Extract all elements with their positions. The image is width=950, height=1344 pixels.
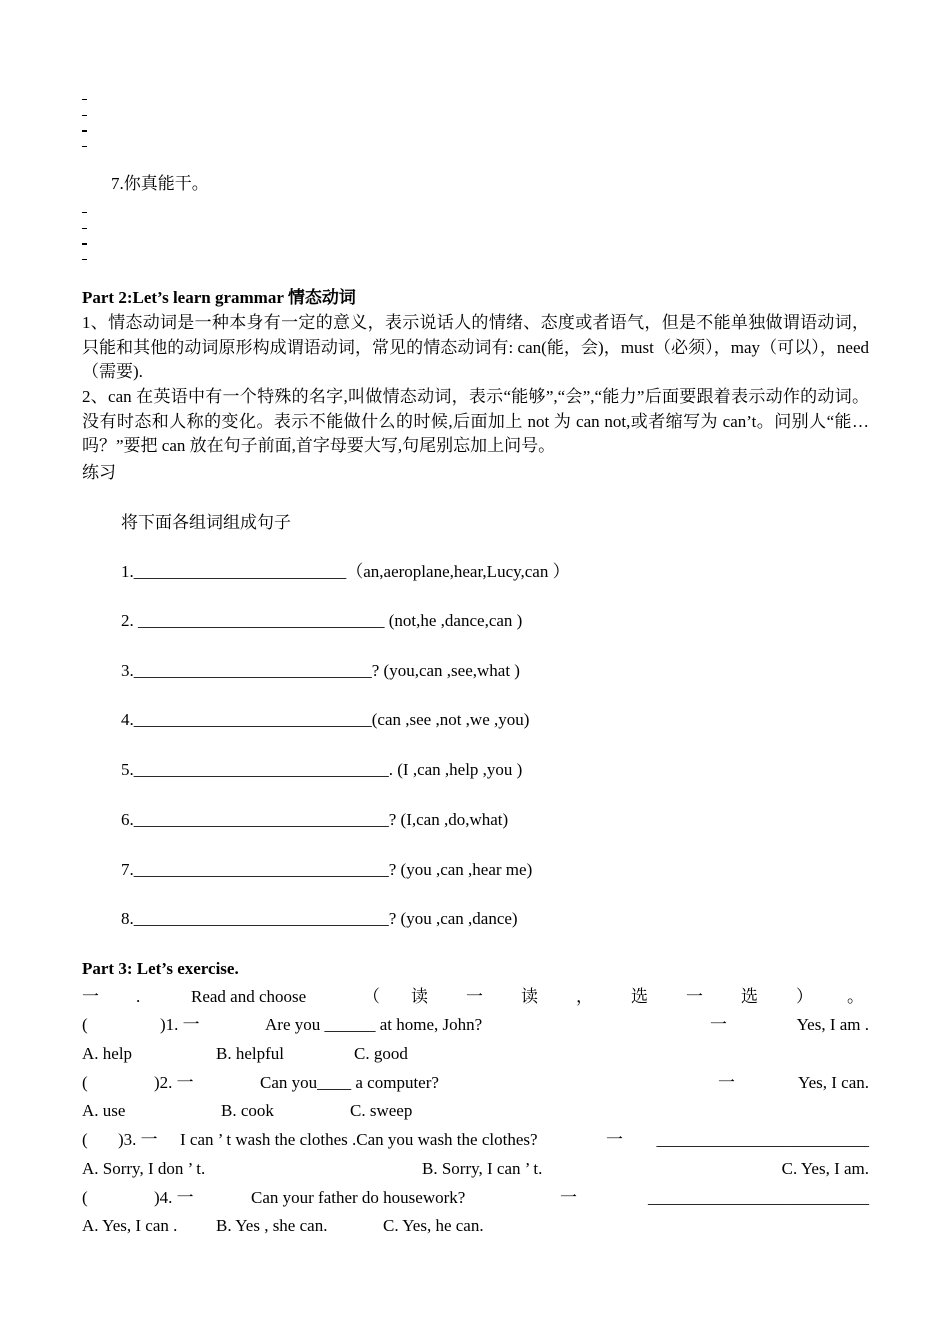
options-row bbox=[82, 1157, 869, 1181]
section-period: 。 bbox=[847, 987, 864, 1006]
option-c: C. good bbox=[354, 1044, 408, 1063]
question-number: )2. 一 bbox=[154, 1073, 194, 1092]
section-char: 选 bbox=[631, 987, 648, 1006]
options-row bbox=[82, 1042, 869, 1066]
practice-instruction: 将下面各组词组成句子 bbox=[121, 513, 291, 532]
question-number: )3. 一 bbox=[118, 1130, 158, 1149]
section-comma: ， bbox=[576, 987, 593, 1006]
part2-heading: Part 2:Let’s learn grammar 情态动词 bbox=[82, 288, 356, 307]
option-b: B. helpful bbox=[216, 1044, 284, 1063]
question-text: Can you____ a computer? bbox=[260, 1073, 439, 1092]
section-title-en: Read and choose bbox=[191, 987, 307, 1006]
sentence-item: 3.____________________________? (you,can ,see,what ) bbox=[121, 661, 520, 680]
sentence-item: 5.______________________________. (I ,can ,help ,you ) bbox=[121, 760, 523, 779]
option-c: C. sweep bbox=[350, 1101, 413, 1120]
answer-dash: 一 bbox=[718, 1073, 735, 1092]
option-a: A. Sorry, I don ’ t. bbox=[82, 1159, 206, 1178]
question-text: I can ’ t wash the clothes .Can you wash the clothes? bbox=[180, 1130, 538, 1149]
bullet-mark bbox=[82, 115, 87, 116]
option-c: C. Yes, he can. bbox=[383, 1216, 484, 1235]
question-row bbox=[82, 1071, 869, 1095]
practice-label: 练习 bbox=[82, 463, 116, 482]
part3-heading: Part 3: Let’s exercise. bbox=[82, 959, 239, 978]
option-b: B. Yes , she can. bbox=[216, 1216, 328, 1235]
bullet-mark bbox=[82, 212, 87, 213]
part2-paragraph-2: 2、can 在英语中有一个特殊的名字,叫做情态动词，表示“能够”,“会”,“能力”后面要跟着表示动作的动词。没有时态和人称的变化。表示不能做什么的时候,后面加上 not 为 can not,或者缩写为 can’t。问别人“能…吗？”要把 can 放在句子前面,首字母要大写,句尾别忘加上问号。 bbox=[82, 387, 869, 455]
section-char: 读 bbox=[521, 987, 538, 1006]
bullet-mark bbox=[82, 243, 87, 245]
option-b: B. Sorry, I can ’ t. bbox=[422, 1159, 543, 1178]
bullet-mark bbox=[82, 228, 87, 229]
answer-dash: 一 bbox=[606, 1130, 623, 1149]
section-dot: . bbox=[136, 987, 141, 1006]
options-row bbox=[82, 1099, 869, 1123]
question-row bbox=[82, 1013, 869, 1037]
part2-paragraph-1: 1、情态动词是一种本身有一定的意义，表示说话人的情绪、态度或者语气，但是不能单独做谓语动词，只能和其他的动词原形构成谓语动词，常见的情态动词有: can(能，会)，must（必须），may（可以），need（需要). bbox=[82, 313, 869, 381]
section-paren-open: （ bbox=[363, 987, 380, 1006]
sentence-item: 6.______________________________? (I,can ,do,what) bbox=[121, 810, 509, 829]
option-a: A. use bbox=[82, 1101, 126, 1120]
sentence-item: 4.____________________________(can ,see ,not ,we ,you) bbox=[121, 710, 530, 729]
option-b: B. cook bbox=[221, 1101, 274, 1120]
option-c: C. Yes, I am. bbox=[781, 1159, 869, 1178]
bullet-mark bbox=[82, 259, 87, 260]
answer-blank: __________________________ bbox=[648, 1188, 869, 1207]
section-char: 选 bbox=[741, 987, 758, 1006]
bullet-mark bbox=[82, 130, 87, 132]
section-char: 一 bbox=[686, 987, 703, 1006]
section-char: 一 bbox=[466, 987, 483, 1006]
question-number: )4. 一 bbox=[154, 1188, 194, 1207]
answer-dash: 一 bbox=[710, 1015, 727, 1034]
question-text: Are you ______ at home, John? bbox=[265, 1015, 483, 1034]
bullet-mark bbox=[82, 146, 87, 147]
answer-text: Yes, I am . bbox=[796, 1015, 869, 1034]
answer-paren: ( bbox=[82, 1188, 88, 1207]
answer-paren: ( bbox=[82, 1015, 88, 1034]
question-number: )1. 一 bbox=[160, 1015, 200, 1034]
section-char: 读 bbox=[411, 987, 428, 1006]
answer-dash: 一 bbox=[560, 1188, 577, 1207]
answer-blank: _________________________ bbox=[656, 1130, 869, 1149]
sentence-item: 8.______________________________? (you ,can ,dance) bbox=[121, 909, 518, 928]
section-paren-close: ） bbox=[796, 987, 813, 1006]
section-number: 一 bbox=[82, 987, 99, 1006]
answer-text: Yes, I can. bbox=[798, 1073, 869, 1092]
question-row bbox=[82, 1186, 869, 1210]
sentence-item: 7.______________________________? (you ,can ,hear me) bbox=[121, 860, 533, 879]
options-row bbox=[82, 1214, 869, 1238]
question-row bbox=[82, 1128, 869, 1152]
bullet-mark bbox=[82, 99, 87, 100]
answer-paren: ( bbox=[82, 1130, 88, 1149]
sentence-item: 1._________________________（an,aeroplane,hear,Lucy,can ） bbox=[121, 562, 570, 581]
question-text: Can your father do housework? bbox=[251, 1188, 466, 1207]
sentence-item: 2. _____________________________ (not,he ,dance,can ) bbox=[121, 611, 523, 630]
intro-item-7: 7.你真能干。 bbox=[111, 174, 209, 193]
answer-paren: ( bbox=[82, 1073, 88, 1092]
option-a: A. help bbox=[82, 1044, 133, 1063]
section-title-row bbox=[82, 985, 869, 1009]
option-a: A. Yes, I can . bbox=[82, 1216, 178, 1235]
